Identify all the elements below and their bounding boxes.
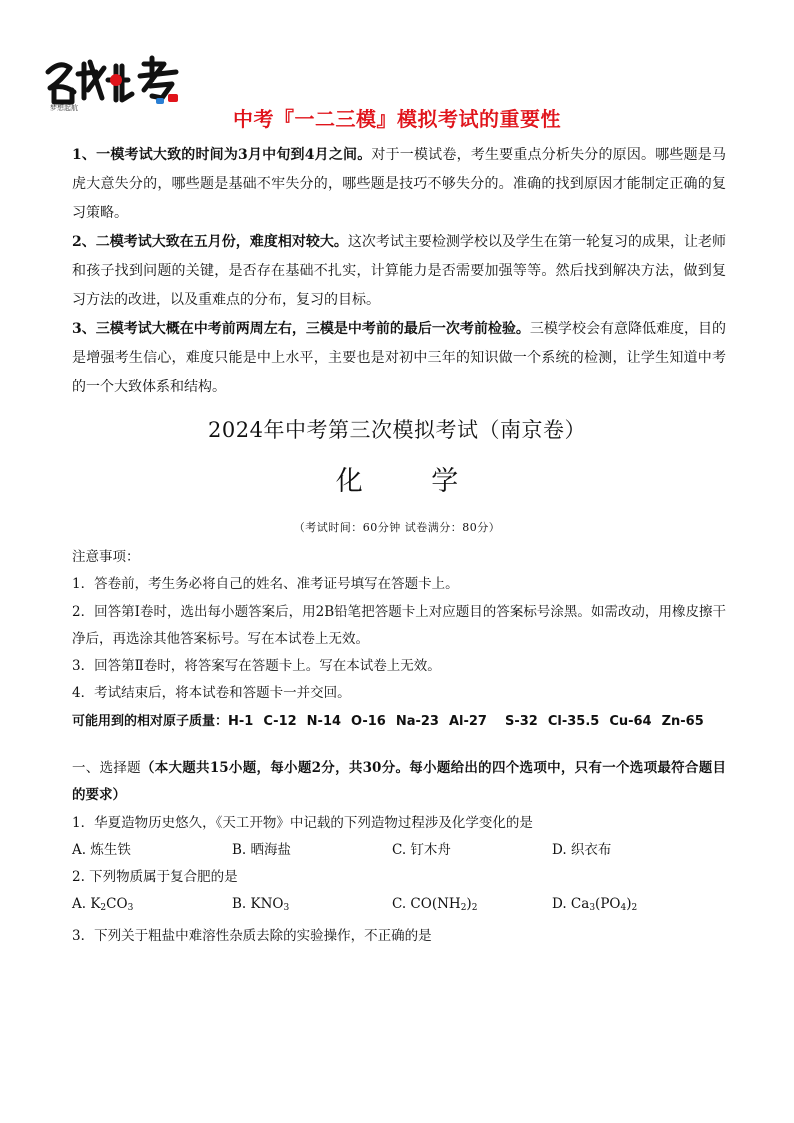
- intro-text: 三模学校会有意降低难度，目的是增强考生信心，难度只能是中上水平，主要也是对初中三年的知识做一个系统的检测，让学生知道中考的一个大致体系和结构。: [72, 321, 726, 395]
- option-c: C. $CO(NH_2)_2$: [392, 896, 478, 914]
- option-d: D. $Ca_3(PO_4)_2$: [552, 896, 638, 914]
- atomic-mass: Zn-65: [661, 713, 704, 729]
- question-stem: 1．华夏造物历史悠久，《天工开物》中记载的下列造物过程涉及化学变化的是: [72, 814, 533, 831]
- atomic-mass: Al-27: [448, 713, 487, 729]
- section-heading-bold: （本大题共15小题，每小题2分，共30分。每小题给出的四个选项中，只有一个选项最符合题目的要求）: [72, 760, 727, 804]
- question-options: [72, 837, 712, 864]
- atomic-mass: H-1: [228, 713, 254, 729]
- intro-section: [72, 141, 726, 402]
- logo-subtext: 梦想起航: [50, 104, 78, 112]
- atomic-mass: Na-23: [395, 713, 439, 729]
- intro-bold: 3、三模考试大概在中考前两周左右，三模是中考前的最后一次考前检验。: [72, 321, 530, 337]
- intro-paragraph: [72, 315, 726, 402]
- choice-section: [72, 755, 726, 950]
- intro-bold: 1、一模考试大致的时间为3月中旬到4月之间。: [72, 147, 372, 163]
- option-c: C. 钉木舟: [392, 841, 451, 858]
- option-a: A. 炼生铁: [72, 841, 131, 858]
- atomic-mass: C-12: [263, 713, 297, 729]
- option-b: B. $KNO_3$: [232, 896, 290, 914]
- atomic-mass: Cu-64: [609, 713, 652, 729]
- note-item: 4．考试结束后，将本试卷和答题卡一并交回。: [72, 685, 351, 702]
- question-stem: 3．下列关于粗盐中难溶性杂质去除的实验操作，不正确的是: [72, 927, 432, 944]
- notes-heading: 注意事项：: [72, 549, 140, 565]
- question-options: [72, 891, 712, 922]
- section-heading: [72, 755, 726, 810]
- intro-paragraph: [72, 228, 726, 315]
- option-a: A. $K_2CO_3$: [72, 896, 134, 914]
- atomic-mass: Cl-35.5: [547, 713, 600, 729]
- atomic-mass: S-32: [504, 713, 538, 729]
- intro-text: 对于一模试卷，考生要重点分析失分的原因。哪些题是马虎大意失分的，哪些题是基础不牢失分的，哪些题是技巧不够失分的。准确的找到原因才能制定正确的复习策略。: [72, 147, 726, 221]
- intro-text: 这次考试主要检测学校以及学生在第一轮复习的成果，让老师和孩子找到问题的关键，是否存在基础不扎实，计算能力是否需要加强等等。然后找到解决方法，做到复习方法的改进，以及重难点的分布，复习的目标。: [72, 234, 726, 308]
- exam-title: 2024年中考第三次模拟考试（南京卷）: [208, 418, 586, 442]
- atomic-mass: N-14: [306, 713, 342, 729]
- note-item: 2．回答第Ⅰ卷时，选出每小题答案后，用2B铅笔把答题卡上对应题目的答案标号涂黑。如需改动，用橡皮擦干净后，再选涂其他答案标号。写在本试卷上无效。: [72, 603, 726, 647]
- option-b: B. 晒海盐: [232, 841, 292, 858]
- note-item: 3．回答第Ⅱ卷时，将答案写在答题卡上。写在本试卷上无效。: [72, 658, 441, 675]
- section-heading-prefix: 一、选择题: [72, 760, 141, 776]
- notes-section: [72, 544, 726, 735]
- atomic-mass-line: [72, 708, 726, 735]
- option-d: D. 织衣布: [552, 841, 612, 858]
- note-item: 1．答卷前，考生务必将自己的姓名、准考证号填写在答题卡上。: [72, 576, 459, 593]
- question-stem: 2. 下列物质属于复合肥的是: [72, 869, 238, 886]
- exam-time-info: （考试时间：60分钟 试卷满分：80分）: [293, 521, 501, 534]
- intro-bold: 2、二模考试大致在五月份，难度相对较大。: [72, 234, 348, 250]
- atomic-mass: O-16: [351, 713, 386, 729]
- intro-paragraph: [72, 141, 726, 228]
- subject-title: 化 学: [335, 466, 489, 497]
- banner-title: 中考『一二三模』模拟考试的重要性: [233, 107, 561, 131]
- atomic-mass-label: 可能用到的相对原子质量：: [72, 713, 229, 729]
